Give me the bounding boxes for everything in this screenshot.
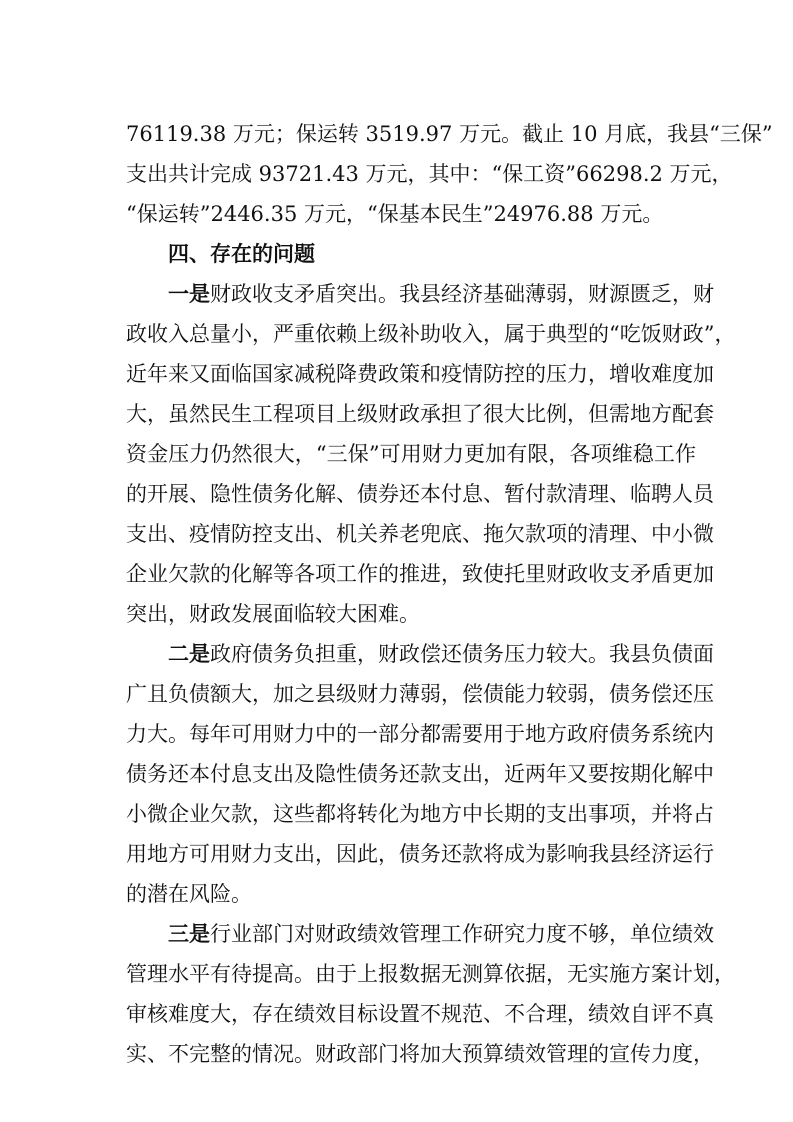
problem-1-lead: 一是 xyxy=(168,281,210,306)
problem-1-first-line-text: 财政收支矛盾突出。我县经济基础薄弱，财源匮乏，财 xyxy=(210,282,714,306)
problem-3-first-line-text: 行业部门对财政绩效管理工作研究力度不够，单位绩效 xyxy=(210,922,714,946)
problem-2-lead: 二是 xyxy=(168,641,210,666)
paragraph-line: 实、不完整的情况。财政部门将加大预算绩效管理的宣传力度， xyxy=(126,1042,714,1066)
problem-3-first-line xyxy=(168,920,714,948)
paragraph-line: 政收入总量小，严重依赖上级补助收入，属于典型的“吃饭财政”， xyxy=(126,322,736,346)
paragraph-line: 企业欠款的化解等各项工作的推进，致使托里财政收支矛盾更加 xyxy=(126,562,714,586)
paragraph-line: “保运转”2446.35 万元，“保基本民生”24976.88 万元。 xyxy=(126,202,664,226)
section-heading: 四、存在的问题 xyxy=(168,241,315,266)
paragraph-line: 广且负债额大，加之县级财力薄弱，偿债能力较弱，债务偿还压 xyxy=(126,682,714,706)
problem-2-first-line xyxy=(168,640,714,668)
paragraph-line: 支出共计完成 93721.43 万元，其中：“保工资”66298.2 万元， xyxy=(126,162,733,186)
paragraph-line: 支出、疫情防控支出、机关养老兜底、拖欠款项的清理、中小微 xyxy=(126,522,714,546)
paragraph-line: 审核难度大，存在绩效目标设置不规范、不合理，绩效自评不真 xyxy=(126,1002,714,1026)
paragraph-line: 小微企业欠款，这些都将转化为地方中长期的支出事项，并将占 xyxy=(126,802,714,826)
problem-3-lead: 三是 xyxy=(168,921,210,946)
paragraph-line: 大，虽然民生工程项目上级财政承担了很大比例，但需地方配套 xyxy=(126,402,714,426)
paragraph-line: 债务还本付息支出及隐性债务还款支出，近两年又要按期化解中 xyxy=(126,762,714,786)
paragraph-line: 力大。每年可用财力中的一部分都需要用于地方政府债务系统内 xyxy=(126,722,714,746)
problem-1-first-line xyxy=(168,280,714,308)
paragraph-line: 突出，财政发展面临较大困难。 xyxy=(126,602,420,626)
problem-2-first-line-text: 政府债务负担重，财政偿还债务压力较大。我县负债面 xyxy=(210,642,714,666)
paragraph-line: 76119.38 万元；保运转 3519.97 万元。截止 10 月底，我县“三保” xyxy=(126,122,773,146)
paragraph-line: 用地方可用财力支出，因此，债务还款将成为影响我县经济运行 xyxy=(126,842,714,866)
paragraph-line: 的开展、隐性债务化解、债券还本付息、暂付款清理、临聘人员 xyxy=(126,482,714,506)
paragraph-line: 近年来又面临国家减税降费政策和疫情防控的压力，增收难度加 xyxy=(126,362,714,386)
paragraph-line: 资金压力仍然很大，“三保”可用财力更加有限，各项维稳工作 xyxy=(126,442,696,466)
paragraph-line: 管理水平有待提高。由于上报数据无测算依据，无实施方案计划， xyxy=(126,962,735,986)
paragraph-line: 的潜在风险。 xyxy=(126,882,252,906)
